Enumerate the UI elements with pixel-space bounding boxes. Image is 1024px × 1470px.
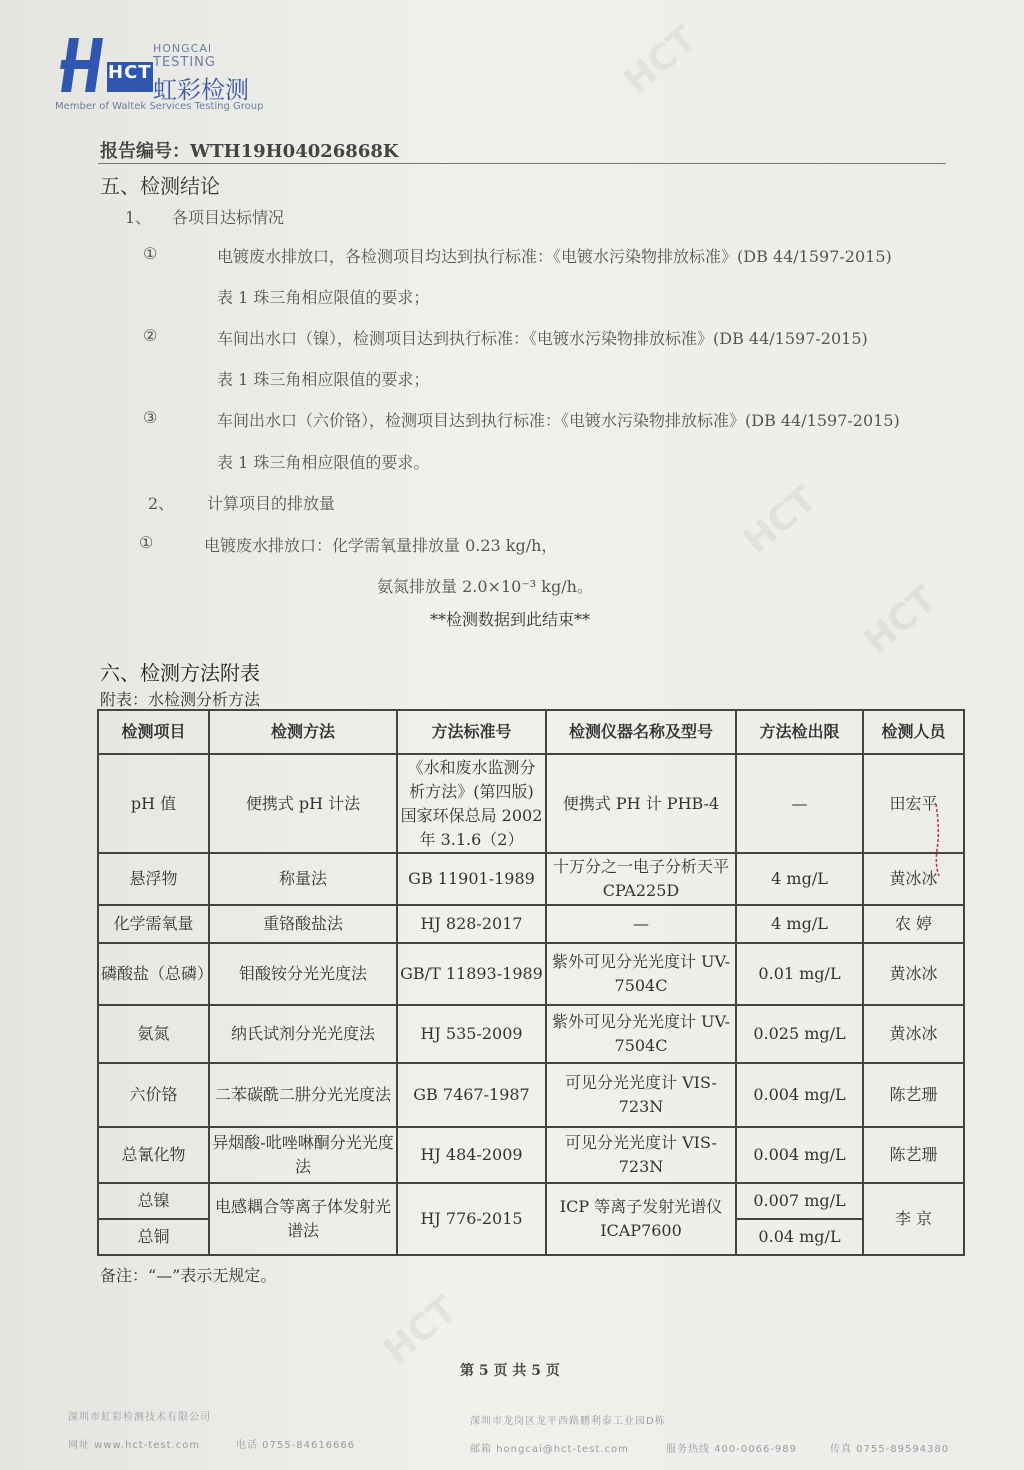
cell-person: 田宏平 — [863, 754, 964, 853]
table-row — [98, 1127, 964, 1183]
cell-limit: 0.004 mg/L — [736, 1127, 863, 1183]
cell-standard: GB/T 11893-1989 — [397, 943, 546, 1005]
cell-standard: GB 7467-1987 — [397, 1063, 546, 1127]
item2-title: 计算项目的排放量 — [207, 494, 336, 513]
cell-item: 六价铬 — [98, 1063, 209, 1127]
cell-method: 纳氏试剂分光光度法 — [209, 1005, 397, 1063]
table-row — [98, 1183, 964, 1219]
section5-heading: 五、检测结论 — [100, 174, 220, 198]
column-header: 方法标准号 — [397, 710, 546, 754]
section6-subheading: 附表：水检测分析方法 — [100, 690, 261, 709]
watermark-text: HCT — [856, 578, 945, 663]
cell-method: 称量法 — [209, 853, 397, 905]
column-header: 检测仪器名称及型号 — [546, 710, 736, 754]
footer-website: 网址 www.hct-test.com — [68, 1440, 201, 1451]
column-header: 检测方法 — [209, 710, 397, 754]
footer-hotline: 服务热线 400-0066-989 — [666, 1444, 798, 1455]
cell-limit: 0.01 mg/L — [736, 943, 863, 1005]
entry3-line1: 车间出水口（六价铬），检测项目达到执行标准：《电镀水污染物排放标准》(DB 44/1597-2015) — [217, 411, 900, 430]
cell-person: 李 京 — [863, 1183, 964, 1255]
footer-phone: 电话 0755-84616666 — [236, 1440, 356, 1451]
header-divider — [98, 163, 946, 164]
logo-letters: HCT — [108, 62, 152, 83]
cell-limit: 0.007 mg/L — [736, 1183, 863, 1219]
item1-title: 各项目达标情况 — [172, 208, 285, 227]
entry1-line2: 表 1 珠三角相应限值的要求； — [217, 288, 430, 307]
cell-limit: 0.04 mg/L — [736, 1219, 863, 1255]
cell-item: 总镍 — [98, 1183, 209, 1219]
logo-cn-name: 虹彩检测 — [153, 76, 249, 104]
page-number: 第 5 页 共 5 页 — [460, 1363, 560, 1379]
column-header: 检测人员 — [863, 710, 964, 754]
footer-address: 深圳市龙岗区龙平西路鹏利泰工业园D栋 — [470, 1416, 666, 1427]
cell-person: 黄冰冰 — [863, 1005, 964, 1063]
table-row — [98, 1063, 964, 1127]
watermark-text: HCT — [376, 1288, 465, 1373]
cell-person: 黄冰冰 — [863, 853, 964, 905]
report-number: 报告编号：WTH19H04026868K — [100, 141, 399, 162]
cell-instrument: — — [546, 905, 736, 943]
table-header-row — [98, 710, 964, 754]
table-row — [98, 905, 964, 943]
entry3-mark: ③ — [143, 408, 158, 427]
cell-item: 氨氮 — [98, 1005, 209, 1063]
watermark-text: HCT — [616, 18, 705, 103]
item2-mark: ① — [139, 533, 154, 552]
footer-company: 深圳市虹彩检测技术有限公司 — [68, 1412, 211, 1423]
watermark-text: HCT — [736, 478, 825, 563]
cell-item: 化学需氧量 — [98, 905, 209, 943]
cell-method: 异烟酸-吡唑啉酮分光光度法 — [209, 1127, 397, 1183]
cell-item: 总铜 — [98, 1219, 209, 1255]
cell-instrument: 可见分光光度计 VIS-723N — [546, 1063, 736, 1127]
cell-standard: HJ 484-2009 — [397, 1127, 546, 1183]
footer-email: 邮箱 hongcai@hct-test.com — [470, 1444, 629, 1455]
footer-fax: 传真 0755-89594380 — [830, 1444, 950, 1455]
item2-line1: 电镀废水排放口：化学需氧量排放量 0.23 kg/h， — [204, 536, 558, 555]
cell-standard: HJ 828-2017 — [397, 905, 546, 943]
table-row — [98, 1005, 964, 1063]
cell-method: 便携式 pH 计法 — [209, 754, 397, 853]
entry3-line2: 表 1 珠三角相应限值的要求。 — [217, 453, 430, 472]
column-header: 方法检出限 — [736, 710, 863, 754]
entry1-line1: 电镀废水排放口，各检测项目均达到执行标准：《电镀水污染物排放标准》(DB 44/1597-2015) — [217, 247, 892, 266]
cell-item: 总氰化物 — [98, 1127, 209, 1183]
cell-method: 重铬酸盐法 — [209, 905, 397, 943]
cell-limit: — — [736, 754, 863, 853]
cell-instrument: 十万分之一电子分析天平 CPA225D — [546, 853, 736, 905]
cell-item: pH 值 — [98, 754, 209, 853]
cell-standard: 《水和废水监测分析方法》(第四版) 国家环保总局 2002 年 3.1.6（2） — [397, 754, 546, 853]
item1-number: 1、 — [125, 208, 152, 227]
cell-instrument: ICP 等离子发射光谱仪 ICAP7600 — [546, 1183, 736, 1255]
cell-limit: 4 mg/L — [736, 905, 863, 943]
cell-method: 二苯碳酰二肼分光光度法 — [209, 1063, 397, 1127]
cell-limit: 0.025 mg/L — [736, 1005, 863, 1063]
cell-instrument: 可见分光光度计 VIS-723N — [546, 1127, 736, 1183]
logo-member-of: Member of Waltek Services Testing Group — [55, 101, 264, 112]
cell-person: 农 婷 — [863, 905, 964, 943]
methods-table — [97, 709, 965, 1256]
cell-limit: 4 mg/L — [736, 853, 863, 905]
cell-instrument: 紫外可见分光光度计 UV-7504C — [546, 1005, 736, 1063]
entry2-line1: 车间出水口（镍），检测项目达到执行标准：《电镀水污染物排放标准》(DB 44/1597-2015) — [217, 329, 868, 348]
cell-method: 电感耦合等离子体发射光谱法 — [209, 1183, 397, 1255]
table-row — [98, 943, 964, 1005]
cell-person: 陈艺珊 — [863, 1063, 964, 1127]
cell-standard: HJ 776-2015 — [397, 1183, 546, 1255]
cell-instrument: 便携式 PH 计 PHB-4 — [546, 754, 736, 853]
column-header: 检测项目 — [98, 710, 209, 754]
cell-instrument: 紫外可见分光光度计 UV-7504C — [546, 943, 736, 1005]
item2-number: 2、 — [148, 494, 175, 513]
cell-standard: HJ 535-2009 — [397, 1005, 546, 1063]
table-note: 备注：“—”表示无规定。 — [100, 1266, 277, 1285]
item2-line2: 氨氮排放量 2.0×10⁻³ kg/h。 — [377, 577, 593, 596]
table-row — [98, 754, 964, 853]
entry1-mark: ① — [143, 244, 158, 263]
logo-en-line1: HONGCAI — [153, 42, 213, 55]
data-end-marker: **检测数据到此结束** — [430, 610, 591, 629]
table-row — [98, 853, 964, 905]
entry2-line2: 表 1 珠三角相应限值的要求； — [217, 370, 430, 389]
cell-item: 磷酸盐（总磷） — [98, 943, 209, 1005]
signature-mark-icon — [928, 800, 948, 880]
cell-item: 悬浮物 — [98, 853, 209, 905]
entry2-mark: ② — [143, 326, 158, 345]
section6-heading: 六、检测方法附表 — [100, 661, 260, 685]
cell-person: 陈艺珊 — [863, 1127, 964, 1183]
logo-en-line2: TESTING — [153, 55, 216, 70]
cell-standard: GB 11901-1989 — [397, 853, 546, 905]
cell-limit: 0.004 mg/L — [736, 1063, 863, 1127]
cell-method: 钼酸铵分光光度法 — [209, 943, 397, 1005]
cell-person: 黄冰冰 — [863, 943, 964, 1005]
